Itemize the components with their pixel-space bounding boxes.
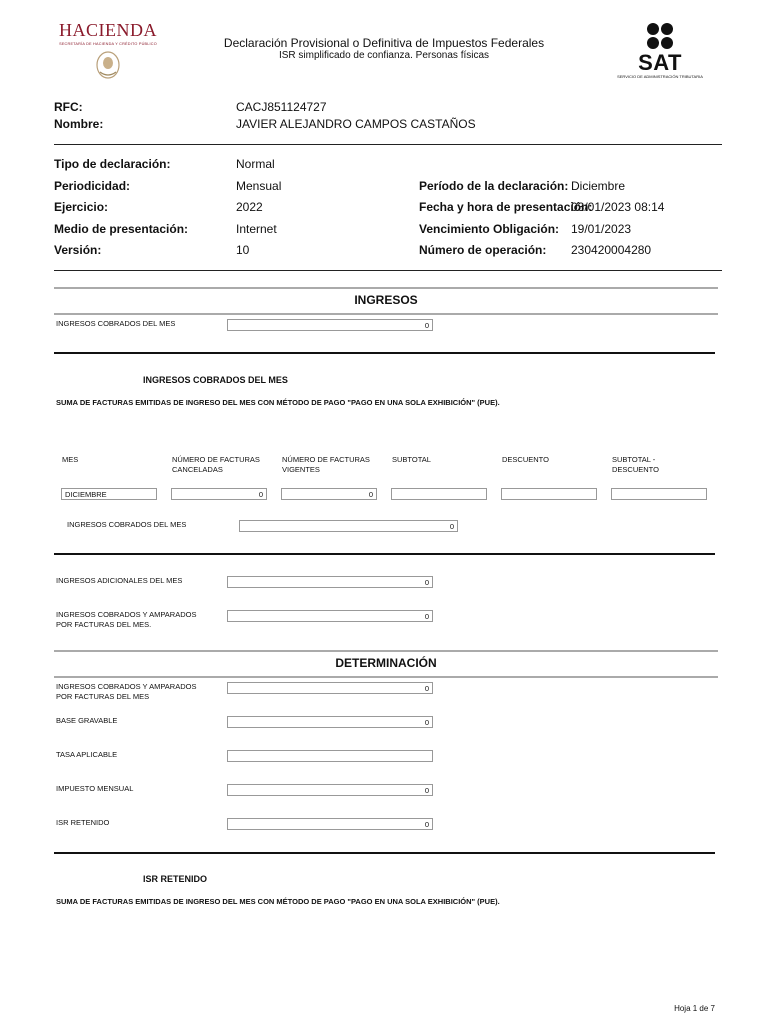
section-divider bbox=[54, 553, 715, 555]
isr-retenido-section-title: ISR RETENIDO bbox=[143, 874, 208, 884]
rfc-label: RFC: bbox=[54, 100, 83, 114]
ingresos-total-field[interactable]: 0 bbox=[239, 520, 458, 532]
table-header-subtotal-descuento: SUBTOTAL - DESCUENTO bbox=[612, 455, 659, 474]
table-header-canceladas: NÚMERO DE FACTURAS CANCELADAS bbox=[172, 455, 260, 474]
impuesto-mensual-field[interactable]: 0 bbox=[227, 784, 433, 796]
sat-logo bbox=[610, 20, 710, 82]
ingresos-amparados-field[interactable]: 0 bbox=[227, 610, 433, 622]
medio-label: Medio de presentación: bbox=[54, 222, 189, 236]
descuento-field[interactable] bbox=[501, 488, 597, 500]
sat-dots-icon bbox=[646, 22, 674, 52]
vigentes-field[interactable]: 0 bbox=[281, 488, 377, 500]
rfc-value: CACJ851124727 bbox=[236, 100, 327, 114]
operacion-value: 230420004280 bbox=[571, 243, 652, 257]
isr-retenido-label: ISR RETENIDO bbox=[56, 818, 110, 827]
ingresos-section-title: INGRESOS COBRADOS DEL MES bbox=[143, 375, 288, 385]
table-header-vigentes: NÚMERO DE FACTURAS VIGENTES bbox=[282, 455, 370, 474]
name-value: JAVIER ALEJANDRO CAMPOS CASTAÑOS bbox=[236, 117, 476, 131]
periodicidad-label: Periodicidad: bbox=[54, 179, 131, 193]
medio-value: Internet bbox=[236, 222, 277, 236]
sat-logo-subtitle: SERVICIO DE ADMINISTRACIÓN TRIBUTARIA bbox=[617, 74, 703, 79]
ingresos-amparados-label: INGRESOS COBRADOS Y AMPARADOS POR FACTURAS DEL MES. bbox=[56, 610, 197, 629]
version-label: Versión: bbox=[54, 243, 102, 257]
isr-retenido-section-note: SUMA DE FACTURAS EMITIDAS DE INGRESO DEL MES CON MÉTODO DE PAGO "PAGO EN UNA SOLA EXHIBICIÓN" (PUE). bbox=[56, 897, 500, 906]
table-header-descuento: DESCUENTO bbox=[502, 455, 549, 464]
operacion-label: Número de operación: bbox=[419, 243, 547, 257]
version-value: 10 bbox=[236, 243, 250, 257]
hacienda-logo bbox=[58, 20, 158, 82]
base-gravable-label: BASE GRAVABLE bbox=[56, 716, 118, 725]
periodo-value: Diciembre bbox=[571, 179, 626, 193]
page-number: Hoja 1 de 7 bbox=[674, 1004, 715, 1013]
fecha-label: Fecha y hora de presentación: bbox=[419, 200, 593, 214]
periodo-label: Período de la declaración: bbox=[419, 179, 569, 193]
ingresos-band bbox=[54, 287, 718, 315]
impuesto-mensual-label: IMPUESTO MENSUAL bbox=[56, 784, 134, 793]
isr-retenido-field[interactable]: 0 bbox=[227, 818, 433, 830]
mes-field[interactable]: DICIEMBRE bbox=[61, 488, 157, 500]
fecha-value: 03/01/2023 08:14 bbox=[571, 200, 665, 214]
vencimiento-value: 19/01/2023 bbox=[571, 222, 632, 236]
tipo-label: Tipo de declaración: bbox=[54, 157, 171, 171]
hacienda-logo-text: HACIENDA bbox=[59, 20, 157, 40]
document-title: Declaración Provisional o Definitiva de Impuestos Federales bbox=[223, 36, 545, 50]
base-gravable-field[interactable]: 0 bbox=[227, 716, 433, 728]
periodicidad-value: Mensual bbox=[236, 179, 282, 193]
hacienda-logo-subtitle: SECRETARÍA DE HACIENDA Y CRÉDITO PÚBLICO bbox=[59, 42, 157, 46]
ingresos-adicionales-field[interactable]: 0 bbox=[227, 576, 433, 588]
document-subtitle: ISR simplificado de confianza. Personas físicas bbox=[278, 50, 490, 61]
ingresos-cobrados-label: INGRESOS COBRADOS DEL MES bbox=[56, 319, 176, 328]
ingresos-total-label: INGRESOS COBRADOS DEL MES bbox=[67, 520, 187, 529]
divider bbox=[54, 144, 722, 145]
ingresos-section-note: SUMA DE FACTURAS EMITIDAS DE INGRESO DEL MES CON MÉTODO DE PAGO "PAGO EN UNA SOLA EXHIBICIÓN" (PUE). bbox=[56, 398, 500, 407]
ejercicio-value: 2022 bbox=[236, 200, 263, 214]
determinacion-title: DETERMINACIÓN bbox=[335, 656, 437, 670]
determinacion-band bbox=[54, 650, 718, 678]
subtotal-descuento-field[interactable] bbox=[611, 488, 707, 500]
name-label: Nombre: bbox=[54, 117, 104, 131]
national-seal-icon bbox=[94, 50, 122, 80]
sat-logo-text: SAT bbox=[638, 50, 682, 75]
subtotal-field[interactable] bbox=[391, 488, 487, 500]
section-divider bbox=[54, 352, 715, 354]
ejercicio-label: Ejercicio: bbox=[54, 200, 109, 214]
tasa-aplicable-label: TASA APLICABLE bbox=[56, 750, 118, 759]
vencimiento-label: Vencimiento Obligación: bbox=[419, 222, 560, 236]
canceladas-field[interactable]: 0 bbox=[171, 488, 267, 500]
det-amparados-field[interactable]: 0 bbox=[227, 682, 433, 694]
tasa-aplicable-field[interactable] bbox=[227, 750, 433, 762]
ingresos-adicionales-label: INGRESOS ADICIONALES DEL MES bbox=[56, 576, 183, 585]
table-header-mes: MES bbox=[62, 455, 79, 464]
section-divider bbox=[54, 852, 715, 854]
divider bbox=[54, 270, 722, 271]
ingresos-cobrados-field[interactable]: 0 bbox=[227, 319, 433, 331]
ingresos-title: INGRESOS bbox=[354, 293, 418, 307]
det-amparados-label: INGRESOS COBRADOS Y AMPARADOS POR FACTURAS DEL MES bbox=[56, 682, 197, 701]
table-header-subtotal: SUBTOTAL bbox=[392, 455, 431, 464]
tipo-value: Normal bbox=[236, 157, 275, 171]
